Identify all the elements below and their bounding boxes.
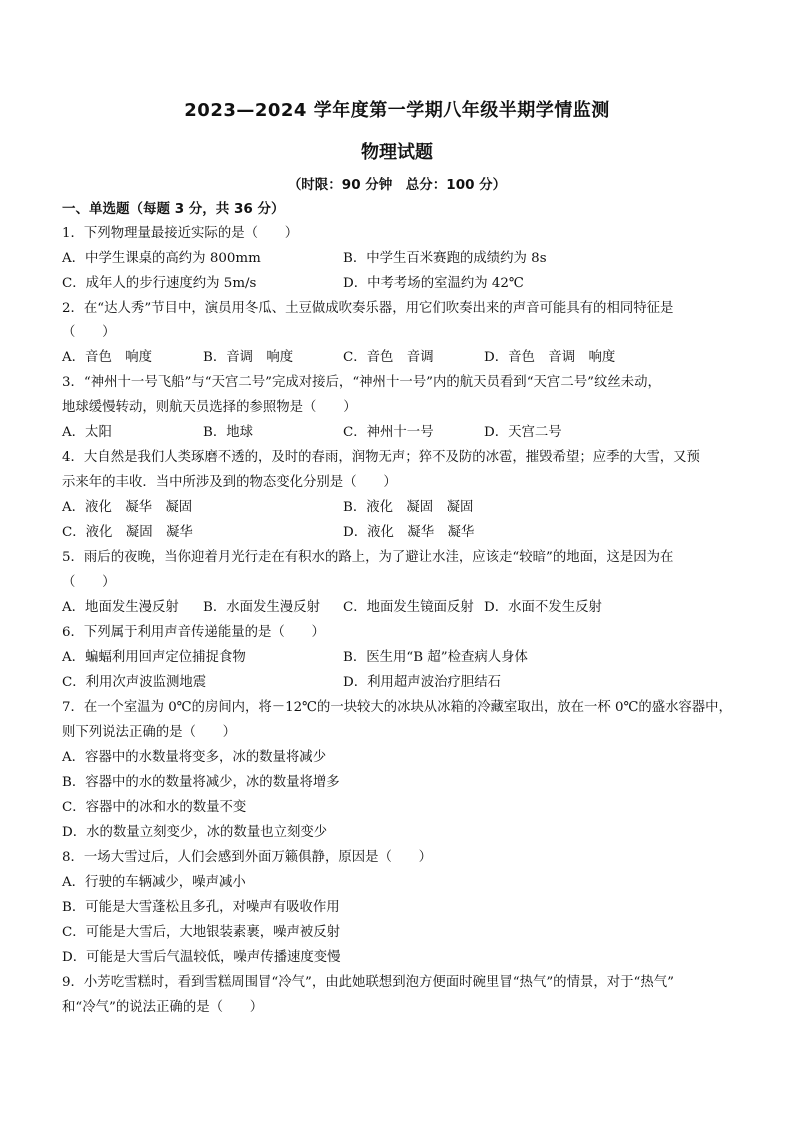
option: D．水的数量立刻变少，冰的数量也立刻变少 — [62, 825, 328, 840]
question-stem: 示来年的丰收．当中所涉及到的物态变化分别是（ ） — [62, 475, 397, 490]
option: A．地面发生漫反射 — [62, 600, 179, 615]
option: D．可能是大雪后气温较低，噪声传播速度变慢 — [62, 950, 341, 965]
option: A．太阳 — [62, 425, 112, 440]
option: C．液化 凝固 凝华 — [62, 525, 193, 540]
question-stem: 3．“神州十一号飞船”与“天宫二号”完成对接后，“神州十一号”内的航天员看到“天宫二号”纹丝未动， — [62, 375, 661, 390]
option: B．可能是大雪蓬松且多孔，对噪声有吸收作用 — [62, 900, 340, 915]
option: A．容器中的水数量将变多，冰的数量将减少 — [62, 750, 327, 765]
subject-title: 物理试题 — [361, 142, 433, 163]
option: A．蝙蝠利用回声定位捕捉食物 — [62, 650, 246, 665]
option: A．液化 凝华 凝固 — [62, 500, 193, 515]
option: B．水面发生漫反射 — [203, 600, 320, 615]
option: B．音调 响度 — [203, 350, 294, 365]
question-stem: 8．一场大雪过后，人们会感到外面万籁俱静，原因是（ ） — [62, 850, 433, 865]
option: B．地球 — [203, 425, 254, 440]
question-stem: 则下列说法正确的是（ ） — [62, 725, 237, 740]
option: B．液化 凝固 凝固 — [343, 500, 474, 515]
option: A．行驶的车辆减少，噪声减小 — [62, 875, 246, 890]
question-stem: 6．下列属于利用声音传递能量的是（ ） — [62, 625, 325, 640]
question-stem: 2．在“达人秀”节目中，演员用冬瓜、土豆做成吹奏乐器，用它们吹奏出来的声音可能具有的相同特征是 — [62, 301, 674, 316]
question-stem: （ ） — [62, 325, 116, 340]
option: C．容器中的冰和水的数量不变 — [62, 800, 247, 815]
option: B．容器中的水的数量将减少，冰的数量将增多 — [62, 775, 340, 790]
question-stem: 5．雨后的夜晚，当你迎着月光行走在有积水的路上，为了避让水洼，应该走“较暗”的地面，这是因为在 — [62, 550, 674, 565]
option: A．音色 响度 — [62, 350, 153, 365]
option: D．利用超声波治疗胆结石 — [343, 675, 502, 690]
option: D．水面不发生反射 — [484, 600, 602, 615]
question-stem: 7．在一个室温为 0℃的房间内，将－12℃的一块较大的冰块从冰箱的冷藏室取出，放在一杯 0℃的盛水容器中， — [62, 700, 732, 715]
question-stem: 和“冷气”的说法正确的是（ ） — [62, 1000, 264, 1015]
option: B．中学生百米赛跑的成绩约为 8s — [343, 251, 547, 266]
question-stem: 地球缓慢转动，则航天员选择的参照物是（ ） — [62, 400, 357, 415]
section-heading: 一、单选题（每题 3 分，共 36 分） — [62, 201, 285, 217]
option: B．医生用“B 超”检查病人身体 — [343, 650, 528, 665]
question-stem: 1．下列物理量最接近实际的是（ ） — [62, 226, 299, 241]
option: D．中考考场的室温约为 42℃ — [343, 276, 524, 291]
question-stem: 4．大自然是我们人类琢磨不透的，及时的春雨，润物无声；猝不及防的冰雹，摧毁希望；应季的大雪，又预 — [62, 450, 700, 465]
option: C．可能是大雪后，大地银装素裹，噪声被反射 — [62, 925, 341, 940]
exam-title: 2023—2024 学年度第一学期八年级半期学情监测 — [184, 100, 610, 121]
option: D．液化 凝华 凝华 — [343, 525, 475, 540]
option: D．天宫二号 — [484, 425, 562, 440]
option: C．音色 音调 — [343, 350, 434, 365]
question-stem: 9．小芳吃雪糕时，看到雪糕周围冒“冷气”，由此她联想到泡方便面时碗里冒“热气”的情景，对于“热气” — [62, 975, 674, 990]
exam-meta: （时限：90 分钟 总分：100 分） — [287, 177, 507, 193]
question-stem: （ ） — [62, 575, 116, 590]
option: C．神州十一号 — [343, 425, 434, 440]
option: C．成年人的步行速度约为 5m/s — [62, 276, 257, 291]
option: C．利用次声波监测地震 — [62, 675, 207, 690]
option: D．音色 音调 响度 — [484, 350, 616, 365]
option: A．中学生课桌的高约为 800mm — [62, 251, 261, 266]
option: C．地面发生镜面反射 — [343, 600, 474, 615]
